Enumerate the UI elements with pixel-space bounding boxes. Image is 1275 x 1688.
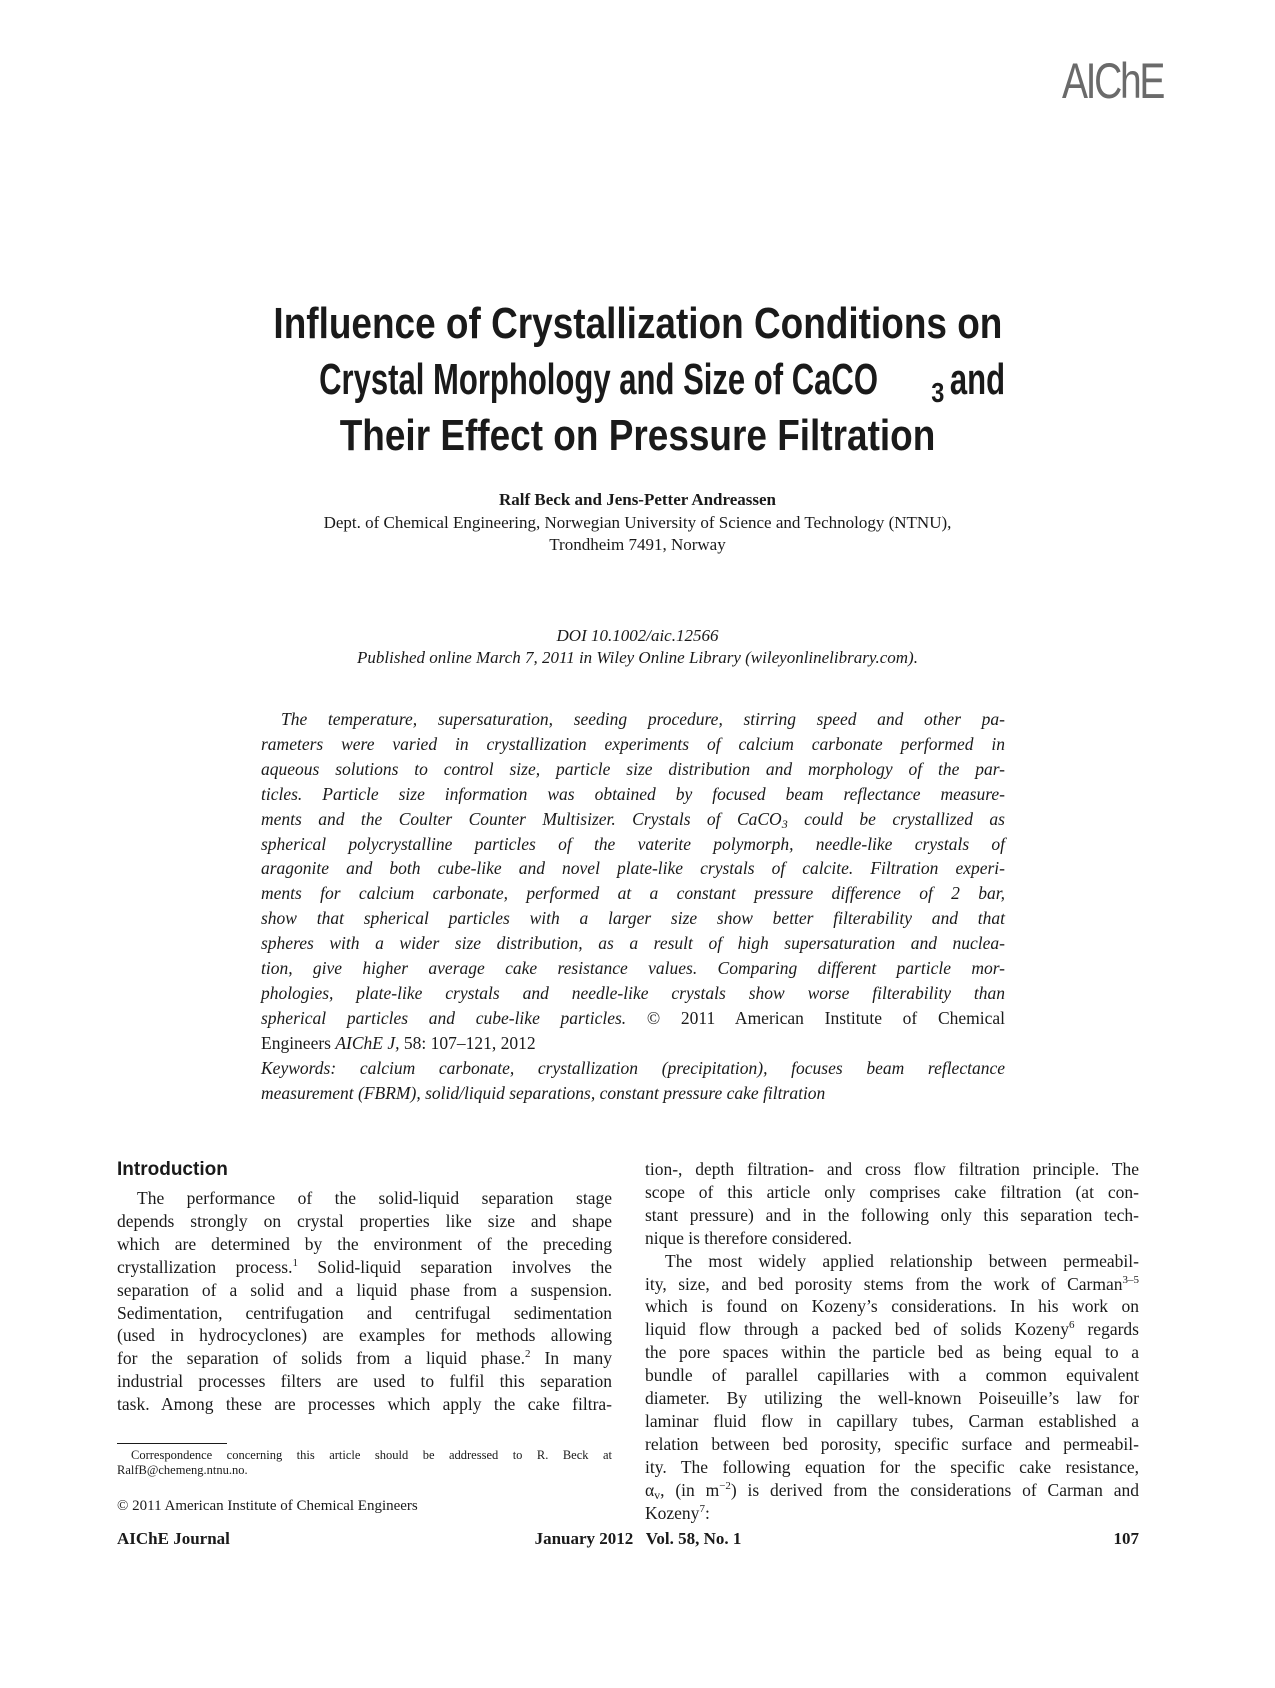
- body-line: relation between bed porosity, specific surface and permeabil-: [645, 1433, 1139, 1454]
- body-line: Sedimentation, centrifugation and centrifugal sedimentation: [117, 1302, 612, 1323]
- abstract-line: tion, give higher average cake resistance values. Comparing different particle mor-: [261, 958, 1005, 979]
- page-number: 107: [1113, 1529, 1139, 1548]
- abstract-line: show that spherical particles with a larger size show better filterability and that: [261, 908, 1005, 929]
- authors: Ralf Beck and Jens-Petter Andreassen: [498, 490, 777, 509]
- body-line: for the separation of solids from a liquid phase.$^2$ In many: [117, 1348, 612, 1369]
- footer-journal: AIChE Journal: [117, 1529, 230, 1548]
- keywords-line: measurement (FBRM), solid/liquid separations, constant pressure cake filtration: [261, 1082, 826, 1103]
- copyright-notice: © 2011 American Institute of Chemical Engineers: [117, 1498, 418, 1514]
- publication-info: [140, 625, 1135, 669]
- title-line-1: Influence of Crystallization Conditions on: [273, 299, 1002, 348]
- footnote-line: Correspondence concerning this article should be addressed to R. Beck at: [131, 1448, 612, 1462]
- footnote-email: RalfB@chemeng.ntnu.no.: [117, 1463, 248, 1477]
- abstract-citation: Engineers AIChE J, 58: 107–121, 2012: [261, 1032, 536, 1053]
- intro-column-right: [645, 1158, 1139, 1525]
- abstract-line: ments for calcium carbonate, performed at a constant pressure difference of 2 bar,: [261, 883, 1005, 904]
- body-line: (used in hydrocyclones) are examples for methods allowing: [117, 1325, 612, 1346]
- abstract-line: aqueous solutions to control size, particle size distribution and morphology of the par-: [261, 758, 1005, 779]
- citation-ref: 3–5: [1122, 1273, 1139, 1286]
- body-line: scope of this article only comprises cake filtration (at con-: [645, 1181, 1139, 1202]
- title-line-3: Their Effect on Pressure Filtration: [339, 411, 936, 460]
- body-line: $\alpha_v$, (in $m^{-2}$) is derived from the considerations of Carman and: [645, 1479, 1139, 1502]
- body-line: the pore spaces within the particle bed as being equal to a: [645, 1342, 1139, 1363]
- body-line: task. Among these are processes which apply the cake filtra-: [117, 1394, 612, 1415]
- body-line: depends strongly on crystal properties like size and shape: [117, 1210, 612, 1231]
- abstract-line: aragonite and both cube-like and novel plate-like crystals of calcite. Filtration experi-: [261, 858, 1005, 879]
- abstract-line: rameters were varied in crystallization experiments of calcium carbonate performed in: [261, 733, 1005, 754]
- title-line-2: Crystal Morphology and Size of CaCO $_3$and: [318, 355, 1005, 408]
- citation-ref: 6: [1068, 1319, 1075, 1332]
- intro-column-left: [117, 1187, 612, 1416]
- abstract-line: phologies, plate-like crystals and needle-like crystals show worse filterability than: [261, 982, 1005, 1003]
- body-line: tion-, depth filtration- and cross flow filtration principle. The: [645, 1159, 1139, 1179]
- footer-issue: January 2012 Vol. 58, No. 1: [534, 1529, 742, 1548]
- body-line: stant pressure) and in the following only this separation tech-: [645, 1204, 1139, 1225]
- abstract-line: spherical polycrystalline particles of the vaterite polymorph, needle-like crystals of: [261, 833, 1005, 854]
- body-line: The performance of the solid-liquid separation stage: [137, 1188, 612, 1208]
- aiche-logo: AIChE: [1062, 53, 1164, 109]
- body-line: which is found on Kozeny’s considerations. In his work on: [645, 1296, 1139, 1317]
- body-line: bundle of parallel capillaries with a common equivalent: [645, 1365, 1139, 1386]
- citation-ref: 1: [292, 1256, 298, 1269]
- body-line: diameter. By utilizing the well-known Poiseuille’s law for: [645, 1388, 1139, 1409]
- body-line: ity. The following equation for the specific cake resistance,: [645, 1456, 1139, 1477]
- abstract-line: spheres with a wider size distribution, as a result of high supersaturation and nuclea-: [261, 933, 1005, 954]
- affiliation-line-1: Dept. of Chemical Engineering, Norwegian University of Science and Technology (NTNU),: [323, 513, 952, 532]
- citation-ref: 2: [525, 1348, 531, 1361]
- abstract: [261, 707, 1005, 1106]
- body-line: which are determined by the environment of the preceding: [117, 1233, 612, 1254]
- article-title: [120, 296, 1155, 464]
- body-line: crystallization process.$^1$ Solid-liquid separation involves the: [117, 1256, 612, 1277]
- doi: DOI 10.1002/aic.12566: [556, 626, 719, 645]
- section-heading-introduction: Introduction: [117, 1159, 228, 1180]
- footnote-divider: [117, 1443, 227, 1444]
- body-line: industrial processes filters are used to fulfil this separation: [117, 1371, 612, 1392]
- correspondence-footnote: [117, 1448, 612, 1478]
- abstract-line: spherical particles and cube-like particles. © 2011 American Institute of Chemical: [261, 1007, 1006, 1028]
- citation-ref: 7: [699, 1502, 705, 1515]
- abstract-line: ments and the Coulter Counter Multisizer. Crystals of CaCO$_3$ could be crystallized as: [261, 808, 1005, 831]
- title-subscript: 3: [930, 377, 944, 408]
- abstract-line: ticles. Particle size information was obtained by focused beam reflectance measure-: [261, 783, 1005, 804]
- published-online: Published online March 7, 2011 in Wiley Online Library (wileyonlinelibrary.com).: [357, 648, 918, 667]
- body-line: ity, size, and bed porosity stems from the work of Carman$^{3-5}$: [645, 1273, 1139, 1294]
- body-line: liquid flow through a packed bed of solids Kozeny$^6$ regards: [645, 1319, 1139, 1340]
- body-line: The most widely applied relationship between permeabil-: [665, 1250, 1139, 1271]
- keywords-line: Keywords: calcium carbonate, crystallization (precipitation), focuses beam reflectance: [261, 1057, 1005, 1078]
- affiliation-line-2: Trondheim 7491, Norway: [549, 535, 726, 554]
- body-line: laminar fluid flow in capillary tubes, Carman established a: [645, 1410, 1139, 1431]
- body-line: separation of a solid and a liquid phase from a suspension.: [117, 1279, 612, 1300]
- body-line: nique is therefore considered.: [645, 1227, 853, 1248]
- affiliation: [140, 512, 1135, 556]
- body-line: Kozeny$^7$:: [645, 1502, 710, 1523]
- abstract-line: The temperature, supersaturation, seeding procedure, stirring speed and other pa-: [281, 709, 1005, 729]
